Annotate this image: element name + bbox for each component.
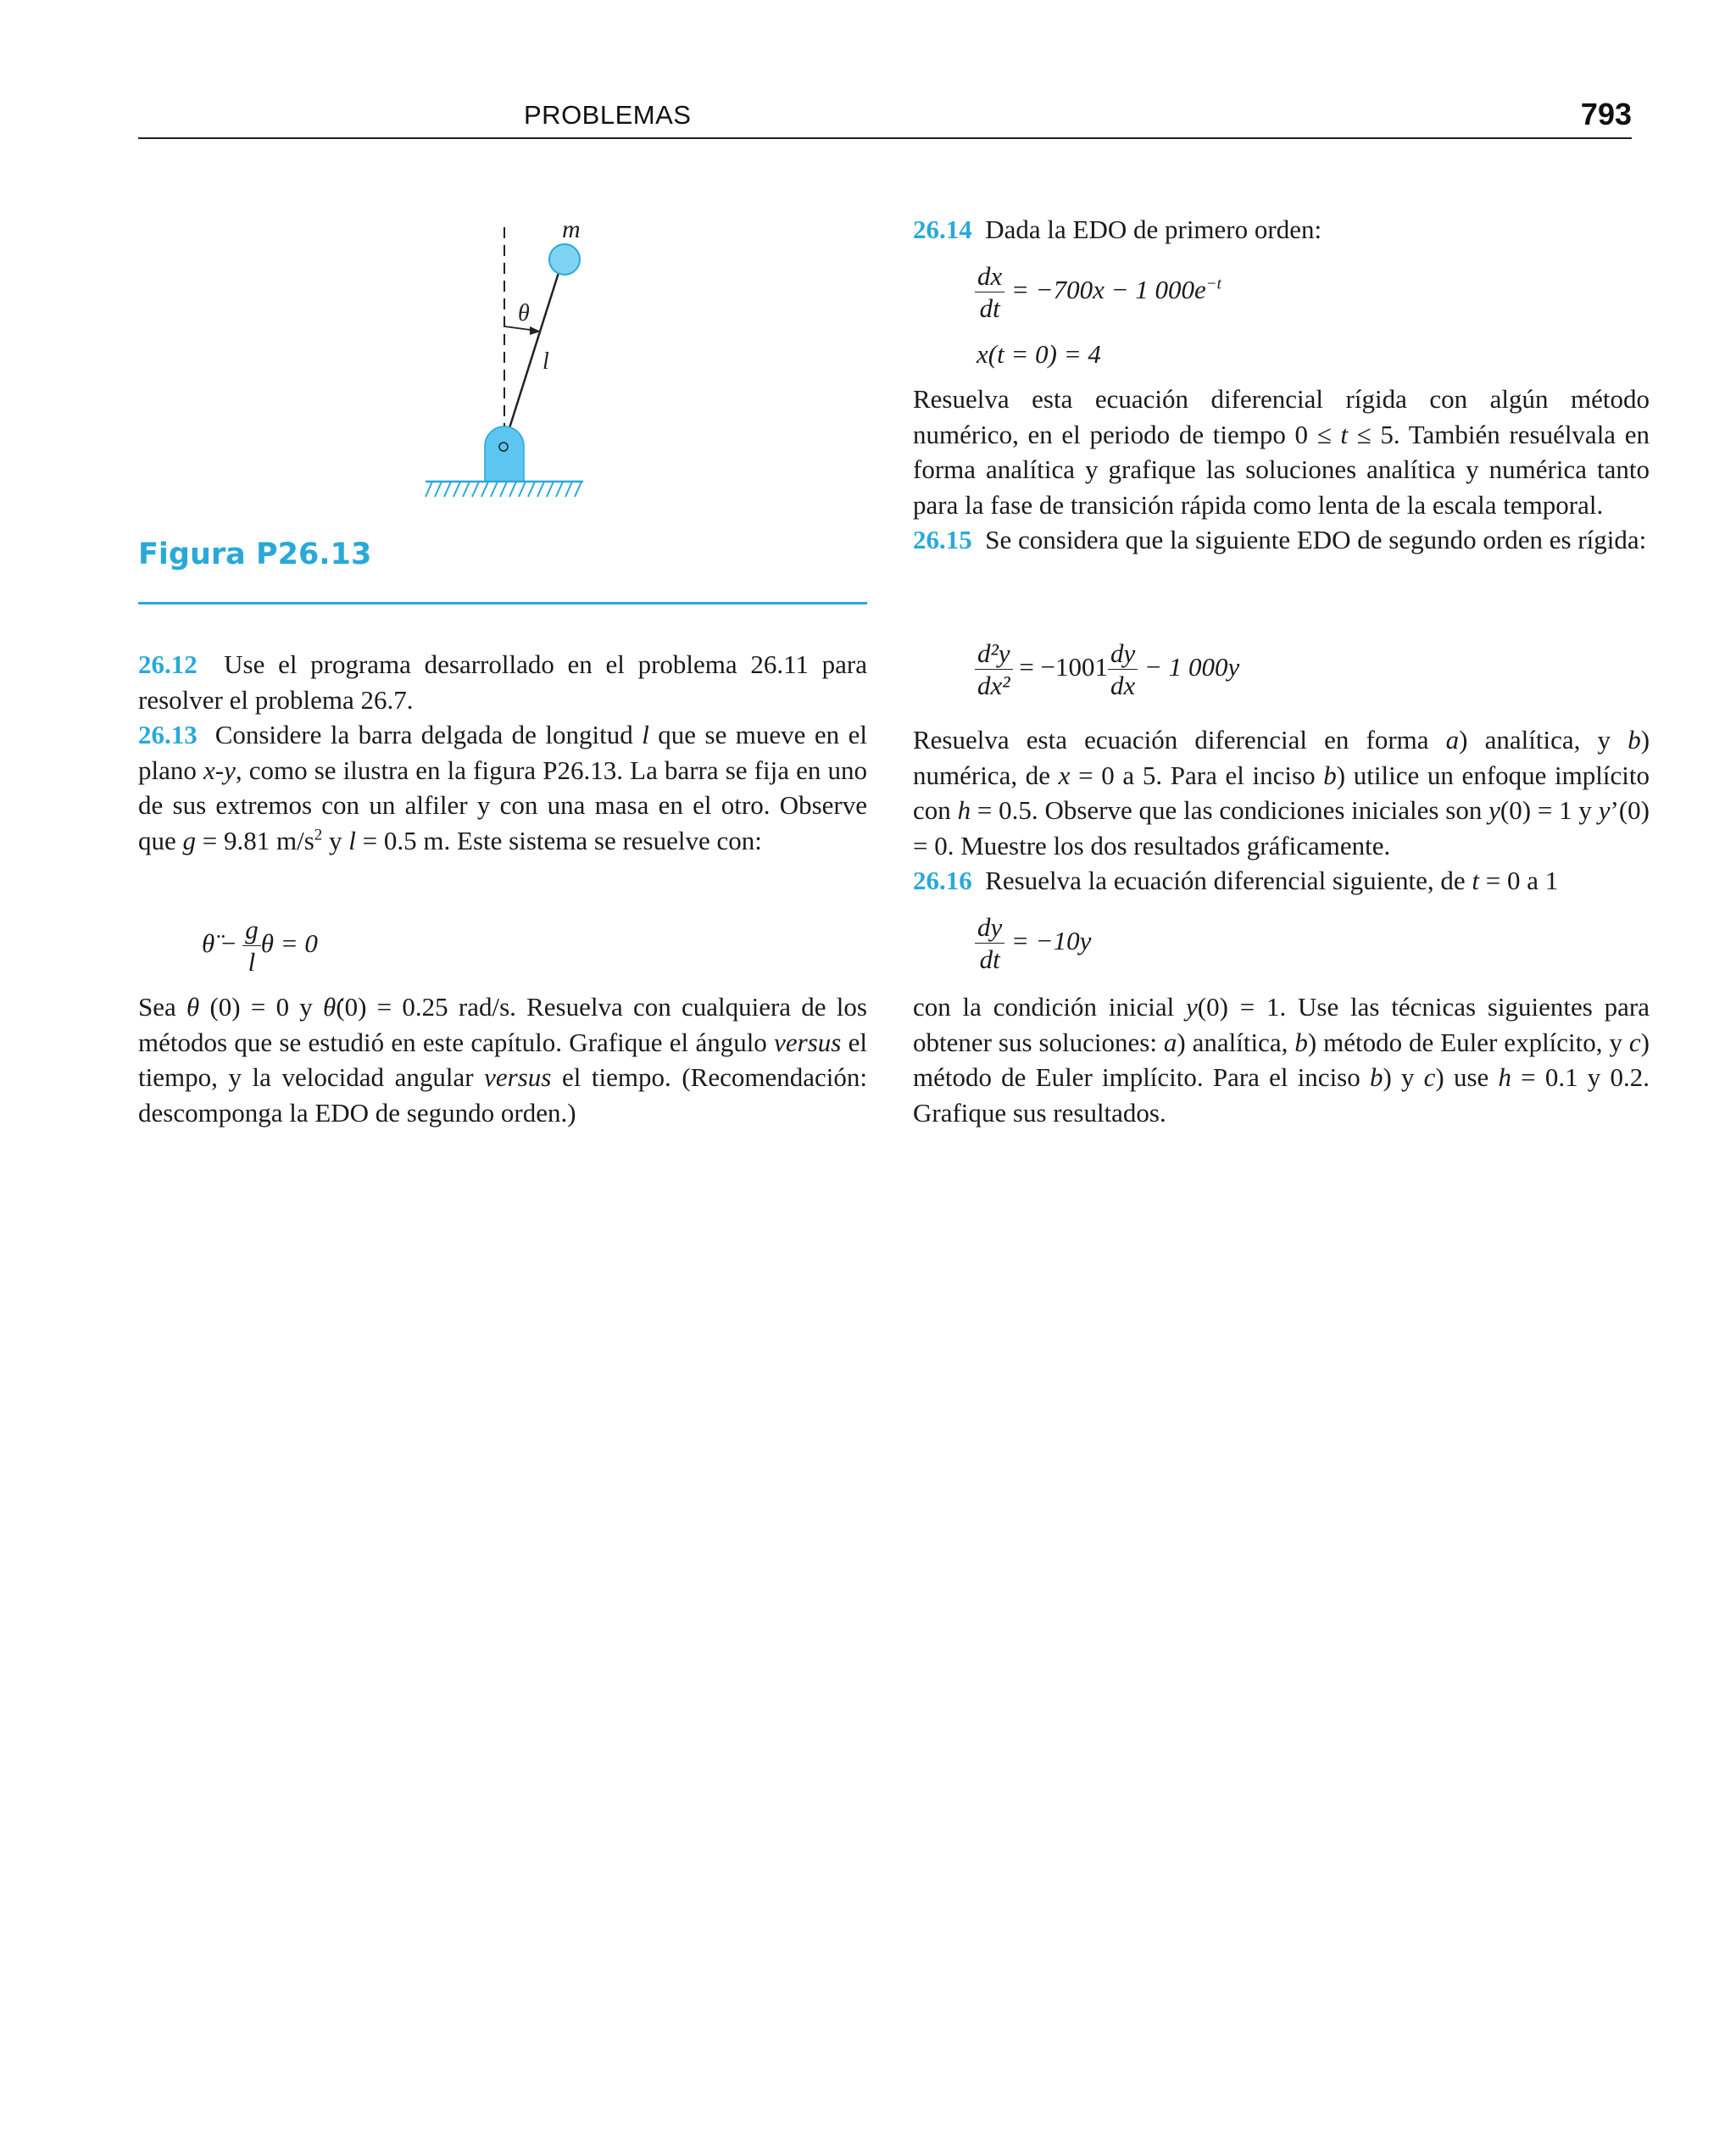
text-run: (0) = 1. Use las técnicas siguientes para obtener sus soluciones: xyxy=(913,992,1650,1057)
problem-26-13 xyxy=(138,717,867,858)
problem-26-16 xyxy=(913,863,1650,899)
denominator: dx² xyxy=(977,671,1010,701)
fraction xyxy=(975,260,1004,324)
problem-number: 26.13 xyxy=(138,720,198,749)
problem-26-14-text xyxy=(913,382,1650,522)
page-header xyxy=(138,95,1632,139)
numerator: d²y xyxy=(975,638,1013,670)
text-run: = 0.5 m. Este sistema se resuelve con: xyxy=(355,825,762,855)
math-rhs: − 1 000y xyxy=(1138,651,1240,682)
text-run: Resuelva esta ecuación diferencial rígida con algún método numérico, en el periodo de tiempo 0 ≤ xyxy=(913,384,1650,449)
math-var: b xyxy=(1294,1027,1308,1057)
numerator: g xyxy=(242,914,261,946)
equation-26-16 xyxy=(975,911,1091,975)
figure-caption-text: Figura P26.13 xyxy=(138,538,372,571)
text-run: (0) = 0 y xyxy=(199,992,324,1022)
text-run: ) utilice un enfoque implícito con xyxy=(913,760,1650,825)
pin-base xyxy=(485,426,524,482)
angle-label: θ xyxy=(518,300,530,326)
superscript: −t xyxy=(1205,275,1221,293)
text-run: con la condición inicial xyxy=(913,992,1187,1022)
numerator: dx xyxy=(975,260,1004,292)
math-op: − xyxy=(214,927,243,958)
math-var: g xyxy=(182,825,197,855)
problem-26-15-text xyxy=(913,722,1650,863)
problem-number: 26.16 xyxy=(913,866,972,895)
text-run: = 0.1 y 0.2. Grafique sus resultados. xyxy=(913,1062,1650,1128)
problem-number: 26.15 xyxy=(913,525,972,554)
italic-word: versus xyxy=(484,1062,552,1092)
math-var: b xyxy=(1323,760,1337,790)
math-var: t xyxy=(1472,866,1479,895)
initial-condition-26-14 xyxy=(976,339,1101,370)
fraction xyxy=(975,911,1004,975)
math-op: = −1001 xyxy=(1012,651,1109,682)
problem-text: Dada la EDO de primero orden: xyxy=(985,214,1322,244)
superscript: 2 xyxy=(314,826,323,844)
denominator: dt xyxy=(979,293,1000,324)
problem-26-14-body xyxy=(913,382,1650,558)
fraction xyxy=(242,914,261,978)
equation-26-14 xyxy=(975,260,1221,324)
denominator: dx xyxy=(1110,671,1136,701)
problem-number: 26.12 xyxy=(138,649,198,679)
text-run: ’(0) = 0. Muestre los dos resultados gráficamente. xyxy=(913,795,1650,861)
equation-26-15 xyxy=(975,638,1239,701)
math-var: h xyxy=(957,795,971,825)
problem-26-15-body xyxy=(913,722,1650,899)
left-column-cont xyxy=(138,989,867,1130)
mass-circle xyxy=(549,244,580,275)
math-var: a xyxy=(1445,725,1460,755)
math-var: θ xyxy=(186,992,200,1022)
text-run: = 9.81 m/s xyxy=(196,825,314,855)
math-var: y xyxy=(1186,992,1198,1022)
text-run: Considere la barra delgada de longitud xyxy=(214,720,643,749)
text-run: el tiempo. (Recomendación: descomponga la EDO de segundo orden.) xyxy=(138,1062,867,1128)
text-run: ) use xyxy=(1435,1062,1499,1092)
problem-text: Se considera que la siguiente EDO de segundo orden es rígida: xyxy=(985,525,1647,554)
math-var: y xyxy=(1488,795,1500,825)
length-label: l xyxy=(542,348,549,375)
mass-label: m xyxy=(562,215,581,243)
text-run: Resuelva la ecuación diferencial siguiente, de xyxy=(985,866,1472,895)
text-run: que se mueve en el plano xyxy=(138,720,867,785)
problem-text: Use el programa desarrollado en el problema 26.11 para resolver el problema 26.7. xyxy=(138,649,867,715)
fraction xyxy=(1108,638,1138,701)
page-number: 793 xyxy=(1580,97,1632,131)
text-run: ) método de Euler explícito, y xyxy=(1307,1027,1629,1057)
math-var: θ̈ xyxy=(202,927,215,958)
text-run: ) numérica, de xyxy=(913,725,1650,790)
text-run: Sea xyxy=(138,992,186,1022)
text-run: = 0 a 1 xyxy=(1478,866,1559,895)
text-run: , como se ilustra en la figura P26.13. La barra se fija en uno de sus extremos con un alfiler y con una masa en el otro. Observe que xyxy=(138,755,867,855)
math-var: a xyxy=(1163,1027,1177,1057)
pendulum-diagram xyxy=(415,212,602,509)
problem-26-14-intro xyxy=(913,212,1650,248)
problem-26-15 xyxy=(913,522,1650,558)
text-run: = 0 a 5. Para el inciso xyxy=(1070,760,1324,790)
math-var: θ̇ xyxy=(323,992,337,1022)
math-rhs: = −10y xyxy=(1004,925,1092,955)
problem-number: 26.14 xyxy=(913,214,972,244)
text-run: y xyxy=(322,825,349,855)
denominator: l xyxy=(248,947,256,978)
math-var: x-y xyxy=(203,755,236,785)
problem-26-16-body xyxy=(913,989,1650,1130)
math-var: c xyxy=(1628,1027,1641,1057)
fraction xyxy=(975,638,1013,701)
math-var: x xyxy=(1058,760,1071,790)
running-title: PROBLEMAS xyxy=(524,100,692,130)
math-var: b xyxy=(1628,725,1641,755)
problem-26-16-text xyxy=(913,989,1650,1130)
text-run: (0) = 0.25 rad/s. Resuelva con cualquiera de los métodos que se estudió en este capítulo. Grafique el ángulo xyxy=(138,992,867,1057)
math-rhs: θ = 0 xyxy=(260,927,318,958)
numerator: dy xyxy=(1108,638,1138,670)
text-run: = 0.5. Observe que las condiciones iniciales son xyxy=(971,795,1489,825)
left-column xyxy=(138,647,867,858)
text-run: ) y xyxy=(1383,1062,1424,1092)
text-run: Resuelva esta ecuación diferencial en forma xyxy=(913,725,1446,755)
math-var: h xyxy=(1498,1062,1511,1092)
text-run: ) analítica, xyxy=(1177,1027,1295,1057)
math-var: b xyxy=(1369,1062,1383,1092)
math-var: l xyxy=(348,825,356,855)
rod-line xyxy=(504,262,562,447)
math-var: l xyxy=(642,720,649,749)
text-run: ) analítica, y xyxy=(1459,725,1628,755)
problem-26-13-cont xyxy=(138,989,867,1130)
figure-caption xyxy=(138,538,867,604)
text-run: (0) = 1 y xyxy=(1500,795,1599,825)
problem-26-12 xyxy=(138,647,867,717)
text-run: ≤ 5. También resuélvala en forma analítica y grafique las soluciones analítica y numérica tanto para la fase de transición rápida como lenta de la escala temporal. xyxy=(913,419,1650,520)
math-var: y xyxy=(1598,795,1611,825)
ground-hatching xyxy=(426,482,581,497)
pendulum-figure xyxy=(415,212,602,509)
math-rhs: = −700x − 1 000e xyxy=(1004,274,1206,304)
numerator: dy xyxy=(975,911,1004,944)
problem-26-14 xyxy=(913,212,1650,248)
text-run: el tiempo, y la velocidad angular xyxy=(138,1027,867,1092)
math-rhs: x(t = 0) = 4 xyxy=(976,339,1101,369)
denominator: dt xyxy=(979,944,1000,975)
italic-word: versus xyxy=(774,1027,842,1057)
math-var: c xyxy=(1423,1062,1436,1092)
math-var: t xyxy=(1340,419,1349,449)
equation-pendulum xyxy=(202,914,318,978)
text-run: ) método de Euler implícito. Para el inciso xyxy=(913,1027,1650,1092)
